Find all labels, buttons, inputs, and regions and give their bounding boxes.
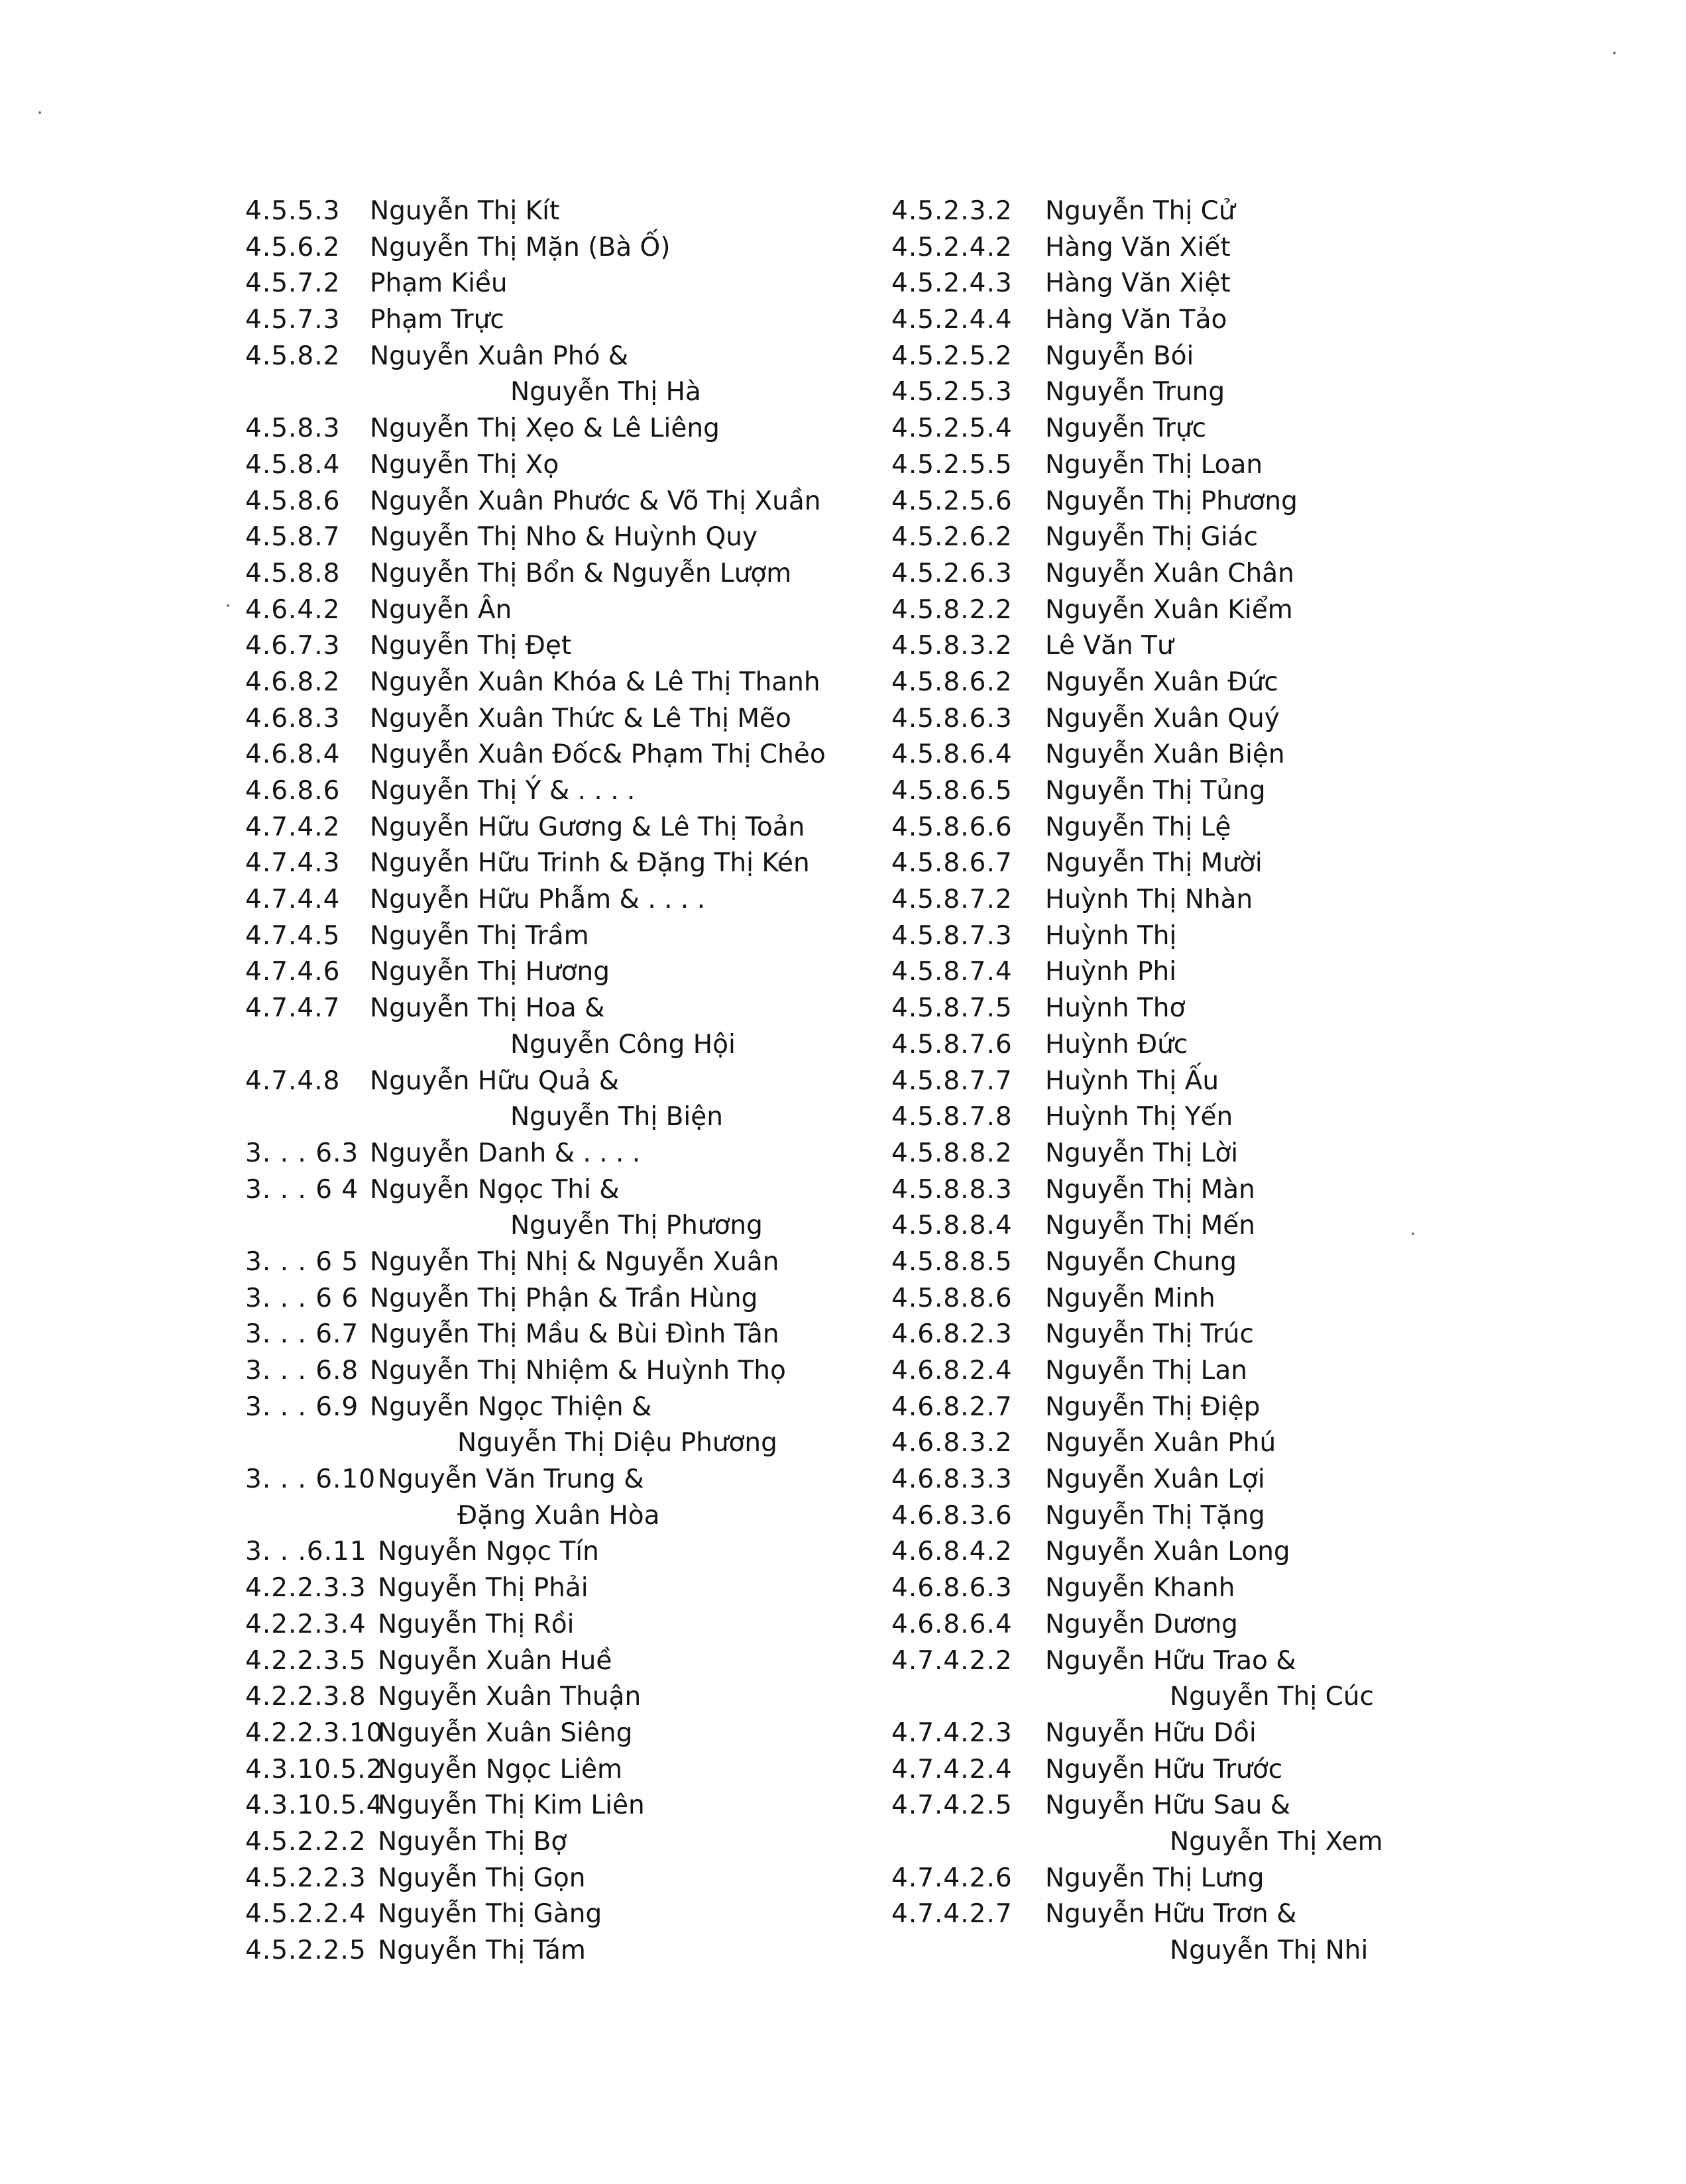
entry-row: [245, 1716, 881, 1752]
entry-row: [245, 1679, 881, 1716]
entry-name: Nguyễn Xuân Thuận: [378, 1682, 642, 1712]
entry-code: 4.5.2.2.3: [245, 1863, 366, 1893]
entry-name: Nguyễn Thị Trúc: [1045, 1319, 1254, 1350]
entry-row: [891, 266, 1435, 302]
entry-code: 4.5.8.3.2: [891, 631, 1013, 661]
entry-name: Nguyễn Xuân Thức & Lê Thị Mẽo: [370, 703, 791, 734]
entry-row: [891, 1064, 1435, 1100]
entry-code: 4.7.4.2.6: [891, 1863, 1013, 1893]
entry-code: 4.5.2.5.4: [891, 413, 1013, 444]
scan-speck: [1613, 52, 1616, 54]
entry-code: 4.5.6.2: [245, 232, 341, 262]
entry-row: [245, 1824, 881, 1861]
entry-code: 4.5.8.6.2: [891, 667, 1013, 697]
entry-row: [245, 193, 881, 230]
entry-code: 4.6.8.3.2: [891, 1428, 1013, 1458]
entry-row: [245, 1896, 881, 1933]
entry-name: Nguyễn Văn Trung &: [378, 1464, 644, 1495]
entry-row: [891, 230, 1435, 266]
entry-code: 4.7.4.6: [245, 957, 341, 987]
entry-code: 4.5.2.6.3: [891, 558, 1013, 588]
entry-name: Nguyễn Thị Phương: [1045, 486, 1298, 516]
entry-row: [891, 1933, 1435, 1969]
entry-code: 4.5.8.6.6: [891, 812, 1013, 842]
entry-row: [245, 1498, 881, 1535]
entry-name: Hàng Văn Xiết: [1045, 232, 1231, 262]
entry-code: 4.5.8.6.3: [891, 703, 1013, 734]
entry-code: 4.6.7.3: [245, 631, 341, 661]
entry-row: [891, 1136, 1435, 1172]
entry-code: 3. . . 6 4: [245, 1174, 359, 1205]
entry-row: [245, 592, 881, 629]
entry-code: 4.2.2.3.4: [245, 1609, 366, 1639]
entry-name: Nguyễn Xuân Siêng: [378, 1718, 633, 1748]
entry-name: Nguyễn Thị Xọ: [370, 449, 559, 480]
entry-name: Nguyễn Dương: [1045, 1609, 1238, 1639]
entry-name: Nguyễn Công Hội: [510, 1029, 736, 1060]
entry-code: 4.6.8.2.7: [891, 1392, 1013, 1422]
entry-name: Nguyễn Thị Tủng: [1045, 776, 1266, 806]
entry-code: 4.7.4.5: [245, 920, 341, 951]
entry-row: [891, 1172, 1435, 1209]
entry-code: 4.5.8.7.6: [891, 1029, 1013, 1060]
entry-row: [891, 556, 1435, 592]
entry-row: [245, 1861, 881, 1897]
entry-name: Nguyễn Thị Mặn (Bà Ố): [370, 232, 671, 262]
entry-name: Nguyễn Thị Mười: [1045, 848, 1263, 879]
entry-row: [245, 1136, 881, 1172]
entry-code: 4.5.2.2.2: [245, 1826, 366, 1857]
entry-name: Nguyễn Xuân Đốc& Phạm Thị Chẻo: [370, 739, 826, 770]
entry-row: [245, 810, 881, 846]
entry-row: [891, 1752, 1435, 1788]
entry-code: 4.2.2.3.3: [245, 1573, 366, 1604]
entry-name: Nguyễn Minh: [1045, 1283, 1215, 1313]
entry-row: [891, 918, 1435, 955]
entry-code: 4.5.7.3: [245, 305, 341, 335]
entry-row: [891, 1861, 1435, 1897]
entry-row: [891, 302, 1435, 339]
entry-name: Phạm Kiều: [370, 268, 508, 299]
entry-name: Nguyễn Thị Kít: [370, 196, 560, 226]
entry-name: Nguyễn Thị Hoa &: [370, 993, 605, 1024]
entry-row: [245, 1788, 881, 1824]
entry-name: Nguyễn Thị Phận & Trần Hùng: [370, 1283, 758, 1313]
entry-name: Nguyễn Thị Phương: [510, 1211, 763, 1241]
entry-row: [245, 1570, 881, 1607]
entry-row: [245, 1353, 881, 1390]
entry-row: [891, 1353, 1435, 1390]
entry-name: Nguyễn Xuân Phước & Võ Thị Xuần: [370, 486, 821, 516]
entry-name: Đặng Xuân Hòa: [457, 1500, 660, 1531]
entry-row: [891, 1425, 1435, 1462]
entry-row: [891, 592, 1435, 629]
entry-row: [245, 1281, 881, 1317]
entry-code: 4.5.2.5.5: [891, 449, 1013, 480]
entry-row: [891, 882, 1435, 918]
entry-row: [245, 1607, 881, 1643]
entry-row: [891, 339, 1435, 375]
entry-row: [891, 810, 1435, 846]
entry-name: Huỳnh Thị: [1045, 920, 1177, 951]
entry-code: 4.5.2.2.4: [245, 1899, 366, 1930]
entry-code: 3. . .6.11: [245, 1537, 367, 1567]
entry-row: [245, 1933, 881, 1969]
entry-code: 4.5.8.3: [245, 413, 341, 444]
entry-row: [245, 1752, 881, 1788]
entry-row: [891, 1244, 1435, 1281]
entry-row: [245, 230, 881, 266]
entry-name: Nguyễn Hữu Gương & Lê Thị Toản: [370, 812, 805, 842]
entry-row: [891, 1390, 1435, 1426]
entry-name: Nguyễn Trung: [1045, 377, 1225, 408]
entry-name: Nguyễn Xuân Phó &: [370, 341, 629, 371]
entry-row: [245, 1425, 881, 1462]
entry-row: [891, 737, 1435, 773]
entry-row: [245, 266, 881, 302]
entry-name: Nguyễn Thị Điệp: [1045, 1392, 1261, 1422]
entry-name: Nguyễn Thị Loan: [1045, 449, 1263, 480]
entry-row: [891, 1498, 1435, 1535]
entry-name: Huỳnh Thị Yến: [1045, 1102, 1233, 1132]
entry-name: Nguyễn Xuân Đức: [1045, 667, 1278, 697]
entry-row: [245, 1064, 881, 1100]
entry-code: 4.7.4.7: [245, 993, 341, 1024]
entry-name: Nguyễn Ngọc Liêm: [378, 1754, 623, 1784]
entry-name: Nguyễn Hữu Dồi: [1045, 1718, 1257, 1748]
entry-row: [245, 411, 881, 447]
entry-code: 4.5.2.4.3: [891, 268, 1013, 299]
entry-row: [891, 954, 1435, 991]
entry-name: Nguyễn Thị Cử: [1045, 196, 1235, 226]
entry-code: 4.5.8.8: [245, 558, 341, 588]
entry-name: Huỳnh Thị Ấu: [1045, 1065, 1219, 1096]
entry-row: [891, 665, 1435, 701]
entry-code: 4.5.8.2: [245, 341, 341, 371]
entry-name: Nguyễn Hữu Quả &: [370, 1065, 620, 1096]
entry-row: [891, 1643, 1435, 1680]
entry-name: Nguyễn Thị Tặng: [1045, 1500, 1265, 1531]
entry-code: 4.2.2.3.8: [245, 1682, 366, 1712]
entry-row: [245, 846, 881, 882]
entry-code: 4.7.4.2.3: [891, 1718, 1013, 1748]
entry-row: [891, 519, 1435, 556]
entry-row: [245, 665, 881, 701]
entry-name: Nguyễn Thị Mầu & Bùi Đình Tân: [370, 1319, 779, 1350]
entry-name: Nguyễn Thị Nho & Huỳnh Quy: [370, 522, 758, 553]
entry-row: [891, 701, 1435, 737]
entry-row: [245, 1643, 881, 1680]
entry-code: 3. . . 6 5: [245, 1246, 359, 1277]
entry-row: [891, 1788, 1435, 1824]
entry-code: 4.6.8.3.6: [891, 1500, 1013, 1531]
entry-name: Nguyễn Xuân Quý: [1045, 703, 1280, 734]
entry-name: Hàng Văn Xiệt: [1045, 268, 1231, 299]
scan-speck: [38, 111, 41, 114]
entry-row: [891, 628, 1435, 665]
entry-code: 4.3.10.5.2: [245, 1754, 384, 1784]
entry-code: 4.5.2.3.2: [891, 196, 1013, 226]
entry-row: [891, 1208, 1435, 1244]
entry-code: 4.5.2.5.3: [891, 377, 1013, 408]
entry-code: 4.5.8.7.3: [891, 920, 1013, 951]
entry-name: Nguyễn Hữu Trước: [1045, 1754, 1283, 1784]
entry-code: 4.7.4.2: [245, 812, 341, 842]
entry-row: [245, 628, 881, 665]
entry-name: Nguyễn Ân: [370, 594, 512, 625]
entry-row: [245, 1027, 881, 1064]
entry-row: [891, 447, 1435, 484]
entry-name: Nguyễn Thị Biện: [510, 1102, 723, 1132]
entry-name: Nguyễn Hữu Phẫm & . . . .: [370, 885, 706, 915]
entry-name: Nguyễn Xuân Lợi: [1045, 1464, 1265, 1495]
entry-row: [245, 339, 881, 375]
entry-code: 3. . . 6.9: [245, 1392, 359, 1422]
entry-code: 4.5.2.6.2: [891, 522, 1013, 553]
entry-row: [245, 302, 881, 339]
entry-name: Nguyễn Thị Bổn & Nguyễn Lượm: [370, 558, 792, 588]
entry-name: Nguyễn Thị Gàng: [378, 1899, 602, 1930]
entry-code: 4.5.8.7.4: [891, 957, 1013, 987]
entry-row: [891, 1317, 1435, 1353]
entry-code: 4.7.4.2.2: [891, 1645, 1013, 1676]
entry-code: 4.5.8.6.5: [891, 776, 1013, 806]
entry-code: 4.6.8.2.4: [891, 1356, 1013, 1386]
entry-code: 4.6.8.6: [245, 776, 341, 806]
entry-row: [245, 1317, 881, 1353]
entry-code: 4.5.8.7.2: [891, 885, 1013, 915]
entry-code: 4.5.8.8.4: [891, 1211, 1013, 1241]
entry-code: 4.6.8.4: [245, 739, 341, 770]
entry-row: [891, 1607, 1435, 1643]
entry-name: Nguyễn Thị Ý & . . . .: [370, 776, 636, 806]
entry-row: [891, 991, 1435, 1027]
entry-name: Nguyễn Thị Trầm: [370, 920, 589, 951]
entry-name: Nguyễn Thị Phải: [378, 1573, 589, 1604]
entry-code: 4.5.8.7: [245, 522, 341, 553]
entry-row: [245, 374, 881, 411]
entry-row: [891, 1896, 1435, 1933]
entry-name: Nguyễn Xuân Phú: [1045, 1428, 1276, 1458]
entry-row: [891, 1570, 1435, 1607]
right-column: [891, 193, 1435, 1969]
entry-name: Hàng Văn Tảo: [1045, 305, 1227, 335]
entry-row: [245, 882, 881, 918]
entry-name: Nguyễn Thị Lệ: [1045, 812, 1231, 842]
entry-code: 3. . . 6.8: [245, 1356, 359, 1386]
entry-code: 4.5.5.3: [245, 196, 341, 226]
entry-row: [891, 1462, 1435, 1498]
entry-code: 4.5.8.4: [245, 449, 341, 480]
entry-code: 4.5.2.4.2: [891, 232, 1013, 262]
entry-name: Nguyễn Ngọc Thi &: [370, 1174, 620, 1205]
entry-name: Nguyễn Thị Lời: [1045, 1138, 1239, 1168]
entry-row: [891, 1027, 1435, 1064]
entry-code: 4.7.4.3: [245, 848, 341, 879]
entry-name: Huỳnh Đức: [1045, 1029, 1188, 1060]
entry-name: Nguyễn Thị Bợ: [378, 1826, 567, 1857]
entry-row: [891, 1716, 1435, 1752]
entry-code: 4.6.8.6.3: [891, 1573, 1013, 1604]
entry-name: Huỳnh Phi: [1045, 957, 1177, 987]
entry-code: 4.5.8.8.3: [891, 1174, 1013, 1205]
entry-name: Nguyễn Thị Giác: [1045, 522, 1259, 553]
entry-name: Nguyễn Thị Nhi: [1170, 1936, 1369, 1965]
entry-name: Nguyễn Danh & . . . .: [370, 1138, 641, 1168]
entry-name: Huỳnh Thị Nhàn: [1045, 885, 1253, 915]
scan-speck: [1412, 1232, 1414, 1235]
entry-code: 4.6.8.4.2: [891, 1537, 1013, 1567]
entry-name: Huỳnh Thơ: [1045, 993, 1186, 1024]
entry-name: Nguyễn Thị Diệu Phương: [457, 1428, 777, 1458]
entry-code: 4.5.8.7.8: [891, 1102, 1013, 1132]
entry-row: [891, 846, 1435, 882]
entry-name: Nguyễn Thị Hương: [370, 957, 610, 987]
entry-name: Nguyễn Thị Nhiệm & Huỳnh Thọ: [370, 1356, 786, 1386]
entry-code: 4.5.8.6.7: [891, 848, 1013, 879]
entry-name: Nguyễn Thị Xem: [1170, 1826, 1383, 1857]
entry-row: [245, 737, 881, 773]
entry-name: Nguyễn Xuân Khóa & Lê Thị Thanh: [370, 667, 820, 697]
entry-row: [245, 1172, 881, 1209]
entry-name: Nguyễn Xuân Kiểm: [1045, 594, 1293, 625]
entry-name: Nguyễn Xuân Chân: [1045, 558, 1294, 588]
entry-row: [891, 193, 1435, 230]
entry-row: [891, 1534, 1435, 1570]
entry-name: Nguyễn Bói: [1045, 341, 1194, 371]
entry-row: [245, 954, 881, 991]
entry-row: [245, 991, 881, 1027]
entry-row: [891, 1824, 1435, 1861]
entry-name: Nguyễn Hữu Trơn &: [1045, 1899, 1297, 1930]
entry-row: [245, 484, 881, 520]
entry-code: 4.7.4.2.5: [891, 1790, 1013, 1821]
entry-row: [891, 411, 1435, 447]
entry-name: Nguyễn Hữu Trinh & Đặng Thị Kén: [370, 848, 810, 879]
entry-code: 4.7.4.8: [245, 1065, 341, 1096]
entry-name: Nguyễn Thị Kim Liên: [378, 1790, 645, 1821]
entry-name: Nguyễn Thị Tám: [378, 1936, 586, 1965]
entry-row: [245, 556, 881, 592]
entry-code: 4.6.8.2: [245, 667, 341, 697]
entry-code: 4.7.4.2.4: [891, 1754, 1013, 1784]
entry-code: 4.5.8.8.2: [891, 1138, 1013, 1168]
entry-code: 4.6.8.6.4: [891, 1609, 1013, 1639]
entry-code: 4.5.8.6.4: [891, 739, 1013, 770]
entry-name: Nguyễn Hữu Sau &: [1045, 1790, 1291, 1821]
entry-name: Lê Văn Tư: [1045, 631, 1174, 661]
entry-name: Nguyễn Thị Màn: [1045, 1174, 1255, 1205]
entry-name: Nguyễn Thị Nhị & Nguyễn Xuân: [370, 1246, 779, 1277]
entry-name: Nguyễn Hữu Trao &: [1045, 1645, 1296, 1676]
entry-row: [245, 773, 881, 810]
entry-code: 4.5.7.2: [245, 268, 341, 299]
entry-name: Nguyễn Trực: [1045, 413, 1207, 444]
scan-speck: [227, 604, 229, 607]
entry-row: [245, 1462, 881, 1498]
entry-name: Nguyễn Thị Lưng: [1045, 1863, 1264, 1893]
entry-code: 4.5.2.2.5: [245, 1936, 366, 1965]
entry-row: [245, 918, 881, 955]
entry-row: [891, 374, 1435, 411]
entry-name: Nguyễn Thị Cúc: [1170, 1682, 1375, 1712]
entry-code: 4.7.4.4: [245, 885, 341, 915]
entry-code: 4.6.8.3: [245, 703, 341, 734]
entry-row: [891, 1281, 1435, 1317]
entry-code: 4.6.4.2: [245, 594, 341, 625]
entry-row: [245, 1099, 881, 1136]
entry-name: Nguyễn Thị Lan: [1045, 1356, 1247, 1386]
entry-name: Nguyễn Ngọc Thiện &: [370, 1392, 652, 1422]
entry-row: [245, 1208, 881, 1244]
entry-code: 4.6.8.2.3: [891, 1319, 1013, 1350]
entry-name: Phạm Trực: [370, 305, 504, 335]
entry-row: [891, 1679, 1435, 1716]
entry-name: Nguyễn Chung: [1045, 1246, 1237, 1277]
entry-name: Nguyễn Xuân Huề: [378, 1645, 612, 1676]
entry-name: Nguyễn Thị Xẹo & Lê Liêng: [370, 413, 720, 444]
entry-code: 3. . . 6.3: [245, 1138, 359, 1168]
entry-name: Nguyễn Thị Hà: [510, 377, 701, 408]
entry-code: 3. . . 6 6: [245, 1283, 359, 1313]
entry-name: Nguyễn Thị Mến: [1045, 1211, 1255, 1241]
entry-row: [245, 1244, 881, 1281]
entry-row: [891, 773, 1435, 810]
entry-row: [245, 1534, 881, 1570]
entry-name: Nguyễn Xuân Biện: [1045, 739, 1285, 770]
entry-code: 3. . . 6.10: [245, 1464, 376, 1495]
entry-code: 4.5.8.8.6: [891, 1283, 1013, 1313]
entry-code: 4.5.2.5.2: [891, 341, 1013, 371]
entry-code: 4.5.2.4.4: [891, 305, 1013, 335]
entry-row: [245, 447, 881, 484]
entry-code: 4.5.8.8.5: [891, 1246, 1013, 1277]
entry-row: [891, 1099, 1435, 1136]
entry-name: Nguyễn Khanh: [1045, 1573, 1235, 1604]
entry-code: 4.5.8.7.5: [891, 993, 1013, 1024]
entry-code: 4.2.2.3.10: [245, 1718, 384, 1748]
entry-code: 4.3.10.5.4: [245, 1790, 384, 1821]
entry-row: [245, 701, 881, 737]
entry-code: 4.2.2.3.5: [245, 1645, 366, 1676]
entry-name: Nguyễn Ngọc Tín: [378, 1537, 599, 1567]
left-column: [245, 193, 881, 1969]
entry-code: 4.6.8.3.3: [891, 1464, 1013, 1495]
entry-name: Nguyễn Thị Gọn: [378, 1863, 586, 1893]
entry-code: 3. . . 6.7: [245, 1319, 359, 1350]
entry-code: 4.5.8.6: [245, 486, 341, 516]
entry-row: [245, 519, 881, 556]
entry-code: 4.5.8.2.2: [891, 594, 1013, 625]
entry-row: [245, 1390, 881, 1426]
entry-code: 4.7.4.2.7: [891, 1899, 1013, 1930]
entry-code: 4.5.8.7.7: [891, 1065, 1013, 1096]
entry-code: 4.5.2.5.6: [891, 486, 1013, 516]
entry-row: [891, 484, 1435, 520]
entry-name: Nguyễn Xuân Long: [1045, 1537, 1290, 1567]
entry-name: Nguyễn Thị Đẹt: [370, 631, 572, 661]
entry-name: Nguyễn Thị Rồi: [378, 1609, 575, 1639]
